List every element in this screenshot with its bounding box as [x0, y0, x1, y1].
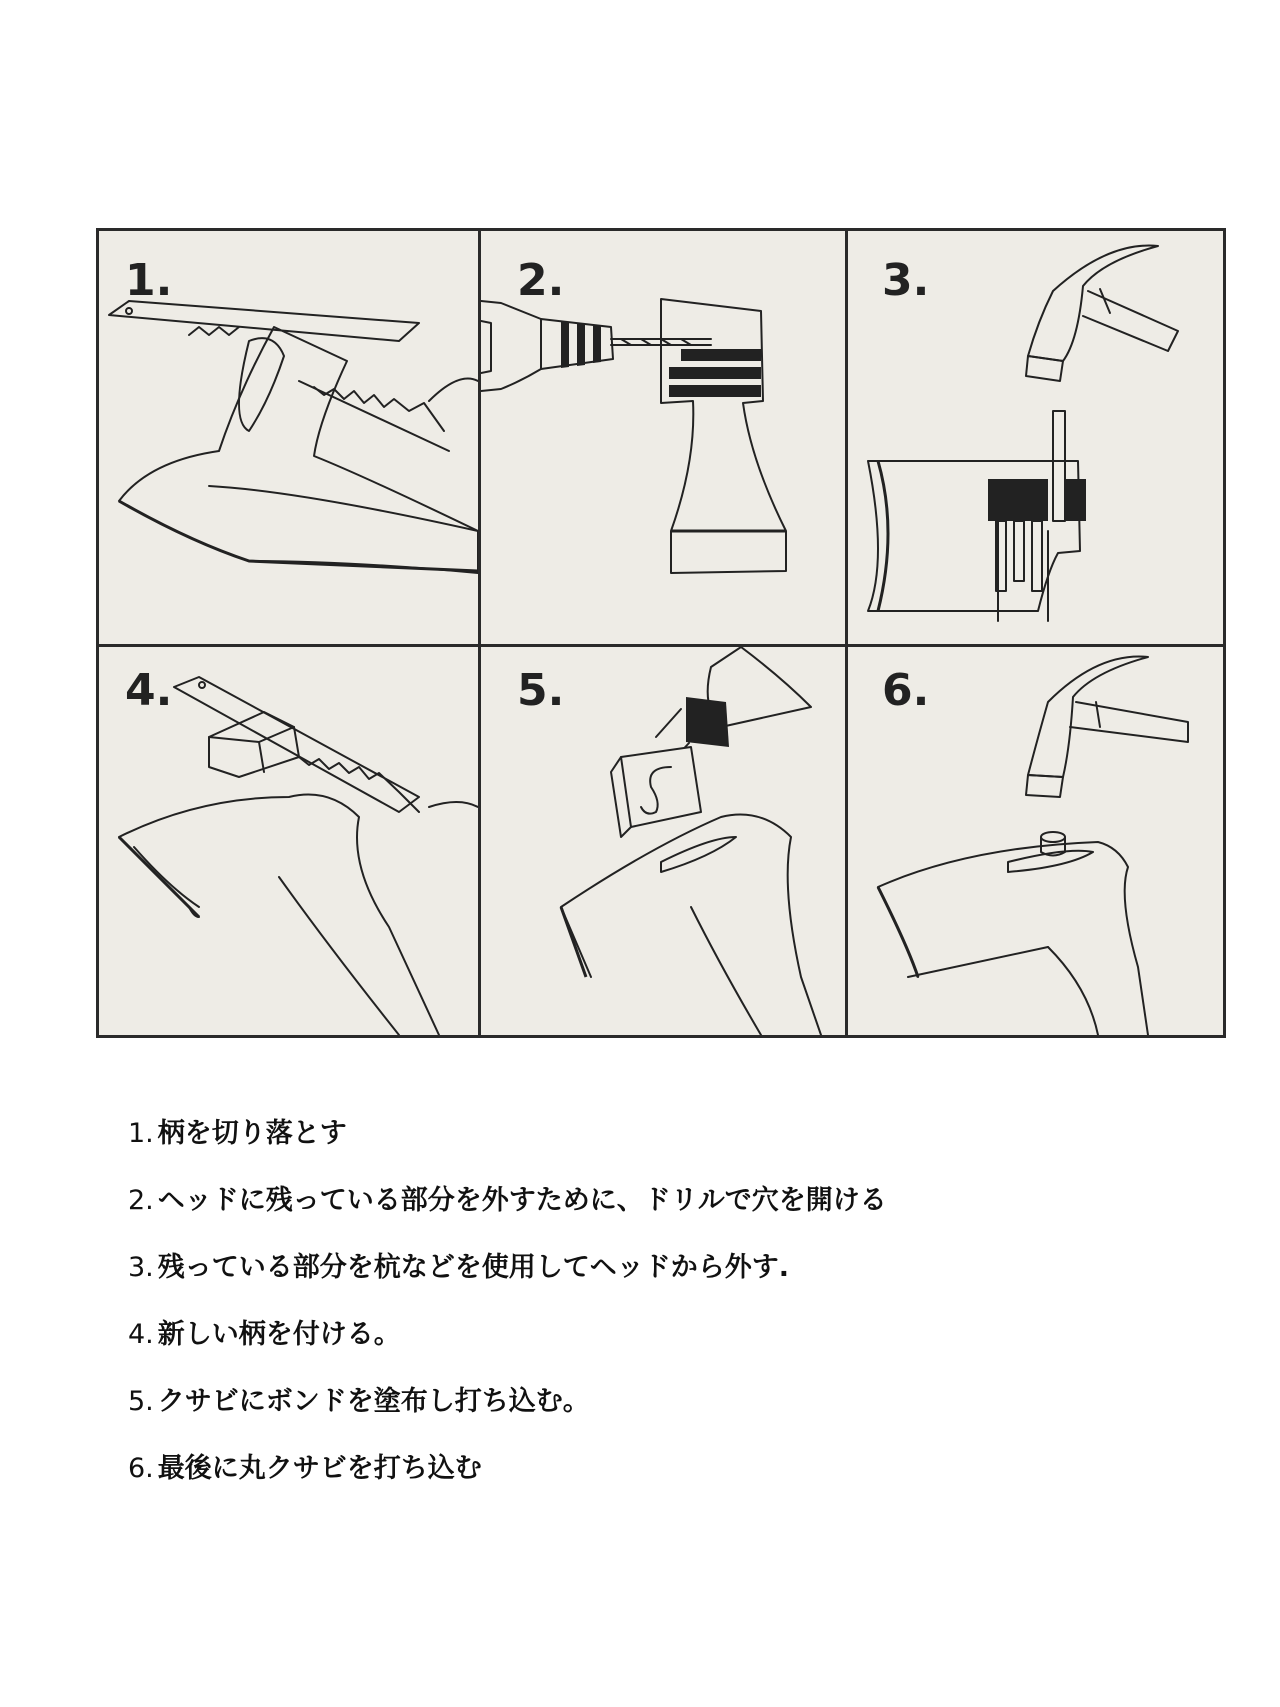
step-6	[128, 1435, 1228, 1502]
panel-number: 2.	[517, 255, 565, 306]
step-4	[128, 1301, 1228, 1368]
step-3	[128, 1234, 1228, 1301]
step-number: 3.	[128, 1252, 154, 1283]
instruction-diagram-grid	[96, 228, 1226, 1038]
step-number: 1.	[128, 1118, 154, 1149]
step-5	[128, 1368, 1228, 1435]
panel-4-attach-new-handle	[99, 647, 478, 1035]
panel-number: 1.	[125, 255, 173, 306]
panel-5-glue-wedge	[481, 647, 845, 1035]
panel-1-cut-handle	[99, 231, 478, 644]
panel-number: 3.	[882, 255, 930, 306]
step-list	[128, 1100, 1228, 1502]
step-text: ヘッドに残っている部分を外すために、ドリルで穴を開ける	[157, 1185, 887, 1216]
step-1	[128, 1100, 1228, 1167]
step-text: 柄を切り落とす	[157, 1118, 347, 1149]
step-number: 5.	[128, 1386, 154, 1417]
panel-3-remove-remnant	[848, 231, 1223, 644]
step-2	[128, 1167, 1228, 1234]
step-number: 4.	[128, 1319, 154, 1350]
step-number: 6.	[128, 1453, 154, 1484]
step-text: 新しい柄を付ける。	[157, 1319, 401, 1350]
panel-6-round-wedge	[848, 647, 1223, 1035]
step-text: 残っている部分を杭などを使用してヘッドから外す.	[157, 1252, 790, 1283]
panel-number: 6.	[882, 665, 930, 716]
step-number: 2.	[128, 1185, 154, 1216]
panel-number: 5.	[517, 665, 565, 716]
step-text: 最後に丸クサビを打ち込む	[157, 1453, 482, 1484]
panel-2-drill-holes	[481, 231, 845, 644]
step-text: クサビにボンドを塗布し打ち込む。	[157, 1386, 590, 1417]
panel-number: 4.	[125, 665, 173, 716]
